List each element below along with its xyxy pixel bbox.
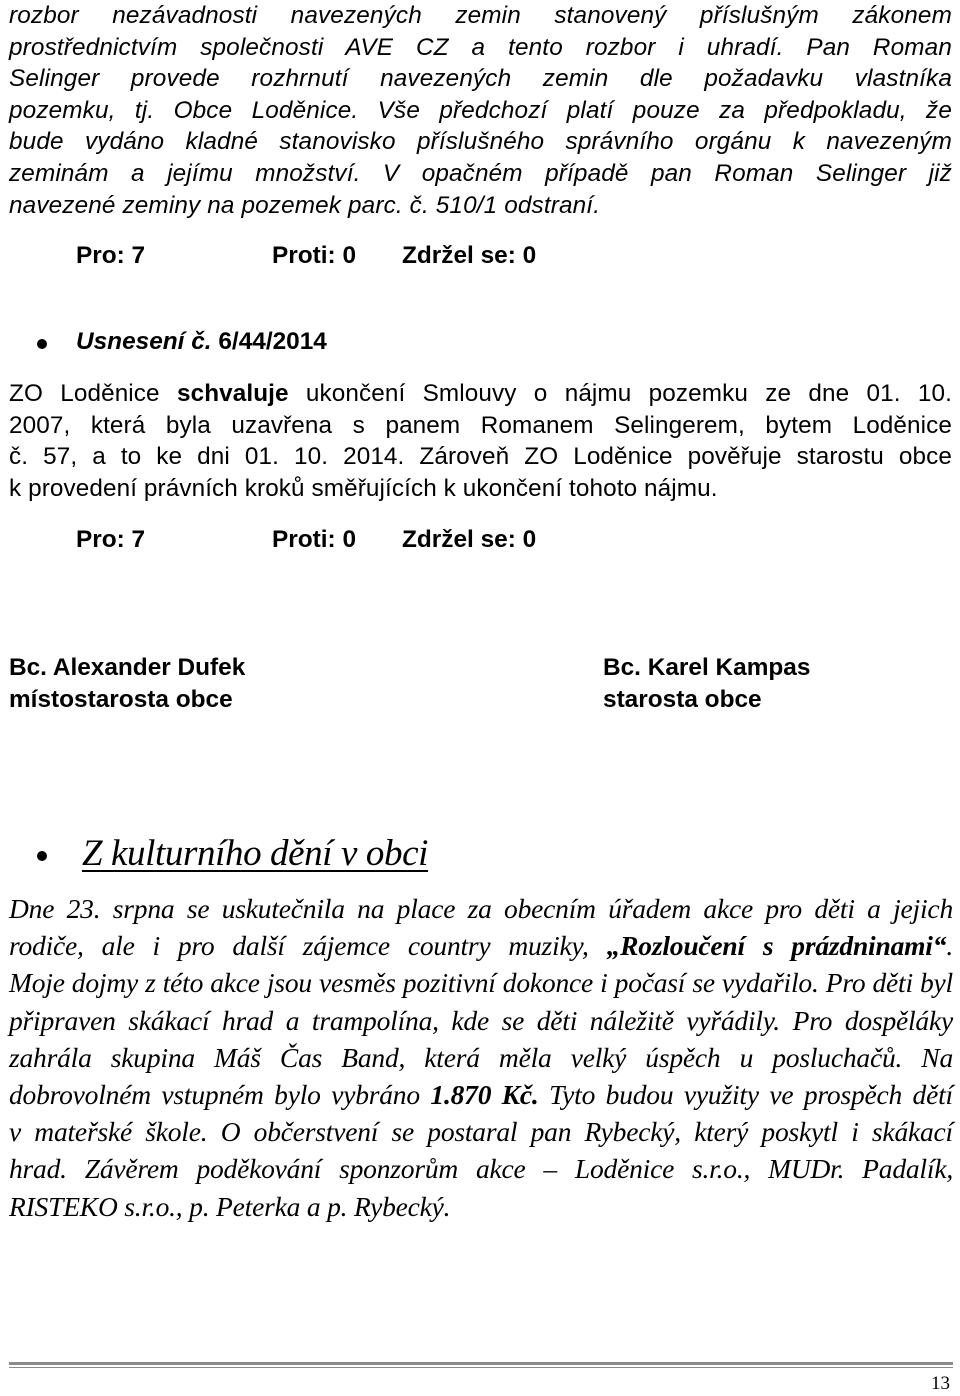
culture-text-run: zahrála skupina Máš Čas Band, která měla velký úspěch u posluchačů. Na (9, 1041, 953, 1073)
intro-line: rozbor nezávadnosti navezených zemin stanovený příslušným zákonem (9, 2, 952, 29)
signature-right (603, 652, 810, 715)
resolution-line: k provedení právních kroků směřujících k ukončení tohoto nájmu. (9, 474, 718, 502)
resolution-label: Usnesení č. (76, 328, 212, 355)
culture-paragraph (9, 890, 953, 1225)
culture-text-run: Tyto budou využity ve prospěch dětí (538, 1079, 953, 1111)
resolution-text-pre: ZO Loděnice (9, 380, 177, 407)
intro-line: zeminám a jejímu množství. V opačném případě pan Roman Selinger již (9, 159, 952, 187)
footer-rule-thin (9, 1367, 953, 1368)
intro-paragraph (9, 0, 952, 221)
vote-result-2 (76, 526, 536, 554)
bullet-icon (37, 851, 47, 861)
resolution-heading (76, 328, 327, 356)
resolution-verb: schvaluje (176, 380, 289, 407)
signature-role: místostarosta obce (9, 685, 233, 713)
resolution-text-post: ukončení Smlouvy o nájmu pozemku ze dne 01. 10. (288, 380, 952, 407)
culture-line (9, 1002, 953, 1039)
intro-line: navezené zeminy na pozemek parc. č. 510/1 odstraní. (9, 191, 601, 219)
intro-line: bude vydáno kladné stanovisko příslušného správního orgánu k navezeným (9, 128, 952, 156)
culture-line (9, 1039, 953, 1076)
culture-text-run: dobrovolném vstupném bylo vybráno (9, 1079, 431, 1111)
vote-proti: Proti: 0 (272, 242, 357, 269)
culture-line (9, 927, 953, 964)
vote-proti: Proti: 0 (272, 526, 357, 553)
signature-name: Bc. Alexander Dufek (9, 654, 246, 681)
culture-text-run: Moje dojmy z této akce jsou vesměs pozitivní dokonce i počasí se vydařilo. Pro děti byl (9, 967, 953, 999)
culture-text-run: . (946, 930, 953, 962)
resolution-line: 2007, která byla uzavřena s panem Romanem Selingerem, bytem Loděnice (9, 411, 952, 439)
resolution-line: č. 57, a to ke dni 01. 10. 2014. Zároveň ZO Loděnice pověřuje starostu obce (9, 443, 952, 471)
resolution-line (9, 378, 952, 410)
culture-line (9, 890, 953, 927)
vote-result-1 (76, 242, 536, 270)
vote-pro: Pro: 7 (76, 526, 146, 553)
culture-line (9, 1113, 953, 1150)
culture-line (9, 964, 953, 1001)
signature-role: starosta obce (603, 685, 762, 713)
vote-zdrzel: Zdržel se: 0 (402, 242, 537, 269)
signature-name: Bc. Karel Kampas (603, 654, 811, 681)
resolution-text (9, 378, 952, 504)
section-heading: Z kulturního dění v obci (82, 833, 428, 874)
footer-rule (9, 1362, 953, 1365)
culture-text-run: rodiče, ale i pro další zájemce country muziky, (9, 930, 607, 962)
culture-bold-text: „Rozloučení s prázdninami“ (606, 930, 947, 962)
culture-line (9, 1150, 953, 1187)
culture-bold-text: 1.870 Kč. (430, 1079, 539, 1111)
culture-line (9, 1188, 953, 1225)
intro-line: Selinger provede rozhrnutí navezených zemin dle požadavku vlastníka (9, 65, 952, 93)
signature-left (9, 652, 245, 715)
page-number: 13 (931, 1373, 950, 1394)
culture-text-run: připraven skákací hrad a trampolína, kde se děti náležitě vyřádily. Pro dospěláky (9, 1004, 953, 1036)
vote-pro: Pro: 7 (76, 242, 146, 269)
vote-zdrzel: Zdržel se: 0 (402, 526, 537, 553)
culture-text-run: Dne 23. srpna se uskutečnila na place za obecním úřadem akce pro děti a jejich (9, 893, 953, 924)
intro-line: pozemku, tj. Obce Loděnice. Vše předchozí platí pouze za předpokladu, že (9, 96, 952, 124)
culture-text-run: v mateřské škole. O občerstvení se postaral pan Rybecký, který poskytl i skákací (9, 1116, 953, 1148)
culture-text-run: hrad. Závěrem poděkování sponzorům akce – Loděnice s.r.o., MUDr. Padalík, (9, 1153, 953, 1185)
culture-text-run: RISTEKO s.r.o., p. Peterka a p. Rybecký. (9, 1190, 451, 1222)
culture-line (9, 1076, 953, 1113)
intro-line: prostřednictvím společnosti AVE CZ a tento rozbor i uhradí. Pan Roman (9, 33, 952, 61)
resolution-number: 6/44/2014 (218, 328, 327, 355)
bullet-icon (37, 339, 47, 349)
